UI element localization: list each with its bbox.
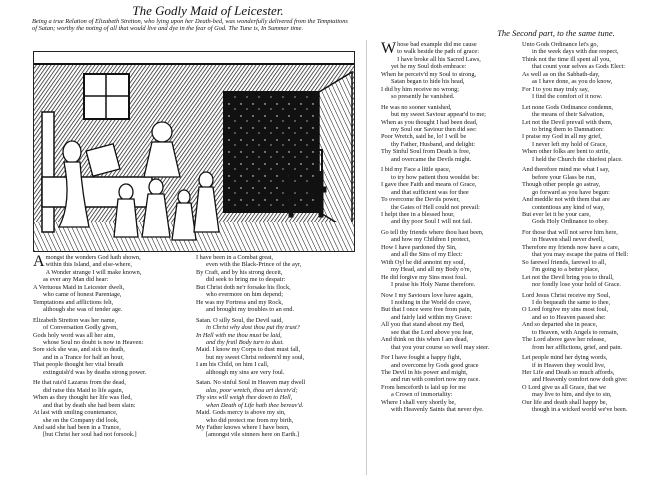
verse-line: I praise his Holy Name therefore. [391,281,476,289]
right-column-2 [522,41,664,417]
verse-line: as I have done, as you do know, [532,78,613,86]
verse-line: alas, poor wretch, thou art deceiv'd; [206,386,298,394]
stanza [522,229,664,289]
verse-line: and fairly laid within my Grave: [391,313,473,321]
verse-line: and run with comfort now my race. [391,376,481,384]
verse-line: I gave thee Faith and means of Grace, [381,181,477,189]
stanza [196,379,356,439]
verse-line: Elizabeth Stretton was her name, [33,316,117,324]
verse-line: And think on this when I am dead, [381,336,469,344]
verse-line: so presently he vanished. [391,93,455,101]
verse-line: Now I my Saviours love have again, [381,291,473,299]
verse-line: when Death of Life hath thee bereav'd. [206,401,304,409]
verse-line: whose Soul no doubt is now in Heaven: [43,338,144,346]
verse-line: within this Island, and else-where, [45,261,132,269]
verse-line: and all the Sins of my Elect: [391,251,463,259]
verse-line: My Father knows where I have been, [196,423,290,431]
verse-line: Temptations and afflictions felt, [33,298,114,306]
verse-line: O Lord forgive my sins most foul, [522,306,609,314]
stanza [33,317,193,377]
verse-line: Gods Holy Ordinance to obey. [532,218,609,226]
verse-line: When as they thought her life was fled, [33,394,132,402]
verse-line: I helpt thee in a blessed hour, [381,210,455,218]
verse-line: But ever let it be your care, [522,210,591,218]
verse-line: my Soul our Saviour then did see: [391,125,477,133]
verse-line: as ever any Man did hear: [43,276,109,284]
verse-line: With Oyl he did annoint my soul, [381,258,466,266]
verse-line: [amongst vile sinners here on Earth.] [206,431,300,439]
stanza [196,317,356,377]
verse-line: and thy frail Body turn to dust. [206,338,284,346]
verse-line: to walk beside the path of grace: [397,48,479,56]
verse-line: But Christ doth ne'r forsake his flock, [196,283,291,291]
verse-line: did raise this Maid to life again, [43,386,124,394]
verse-line: extinguish'd was by deaths strong power. [43,368,147,376]
stanza [381,354,521,414]
subtitle-text: Being a true Relation of Elizabeth Stretton, who lying upon her Death-bed, was wonderfully delivered from the Temptations of Satan; worthy the noting of all that would live and dye in the fear of God. The Tune is, In Summer time. [32,18,348,33]
verse-line: and so to Heaven passed she: [532,313,606,321]
verse-line: Think not the time ill spent all you, [522,55,611,63]
verse-line: I did by him receive no wrong; [381,85,459,93]
verse-line: Unto Gods Ordinance let's go, [522,41,599,48]
verse-line: and overcame the Devils might. [391,155,472,163]
verse-line: I nothing in the World do crave, [391,298,472,306]
verse-line: Thy Sinful Soul from Death is free, [381,148,471,156]
page-gutter [366,40,367,475]
verse-line: mongst the wonders God hath shown, [45,254,141,261]
subtitle [32,18,354,33]
stanza [33,254,193,314]
verse-line: That people thought her vital breath [33,361,124,369]
verse-line: Go tell thy friends where thou hast been, [381,228,484,236]
verse-line: In Hell with me thou must be laid, [196,331,282,339]
verse-line: although she was of tender age. [43,306,123,314]
verse-line: see that the Lord above you fear, [391,328,474,336]
verse-line: I praise my God in all my grief, [522,133,602,141]
right-page [376,0,666,480]
verse-line: Let not the Devil bring you to thrall, [522,273,614,281]
verse-line: though in a wicked world we've been. [532,406,628,414]
verse-line: but my sweet Christ redeem'd my soul, [206,353,305,361]
verse-line: yet he my Soul doth embrace: [391,63,467,71]
verse-line: in Christ why dost thou put thy trust? [206,324,300,332]
verse-line: in Heaven shall never dwell, [532,236,604,244]
verse-line: I do bequeath the same to thee, [532,298,611,306]
drop-cap: A [33,253,45,270]
verse-line: Though other people go astray, [522,181,601,189]
verse-line: I held the Church the chiefest place. [532,155,623,163]
verse-line: before your Glass be run, [532,173,596,181]
verse-line: and overcome by Gods good grace [391,361,479,369]
verse-line: And said she had been in a Trance, [33,423,121,431]
verse-line: Satan. No sinful Soul in Heaven may dwell [196,379,306,387]
verse-line: and that by death she had been slain: [43,401,136,409]
verse-line: A Wonder strange I will make known, [45,268,142,276]
verse-line: For those that will not serve him here, [522,228,618,236]
stanza [522,41,664,101]
verse-line: And so departed she in peace, [522,321,598,329]
verse-line: if in Heaven they would live, [532,361,606,369]
verse-line: thy Father, Husband, and delight: [391,140,476,148]
verse-line: I have been in a Combat great, [196,254,274,261]
verse-line: my Head, and all my Body o're, [391,266,472,274]
page-title: The Godly Maid of Leicester. [132,3,284,18]
verse-line: Satan. O silly Soul, the Devil said, [196,316,283,324]
verse-line: O Lord give us all Grace, that we [522,383,606,391]
stanza [381,229,521,289]
left-column-1 [33,254,193,442]
verse-line: Her Life and Death so much affords, [522,369,615,377]
verse-line: But that I once were free from pain, [381,306,472,314]
verse-line: go forward as you have begun: [532,188,610,196]
verse-line: and Heavenly comfort now doth give: [532,376,628,384]
verse-line: Let none Gods Ordinance condemn, [522,103,614,111]
verse-line: of Conversation Godly given, [43,324,118,332]
verse-line: And meddle not with them that are [522,196,610,204]
verse-line: although my sins are very foul. [206,368,285,376]
verse-line: Where I shall very shortly be, [381,398,456,406]
verse-line: From henceforth is laid up for me [381,383,466,391]
verse-line: who came of honest Parentage, [43,291,122,299]
verse-line: Let not the Devil prevail with them, [522,118,613,126]
stanza [33,379,193,439]
left-page [28,0,358,480]
verse-line: to bring them to Damnation: [532,125,604,133]
second-part-title: The Second part, to the same tune. [497,28,615,38]
verse-line: And therefore mind me what I say, [522,166,610,174]
verse-line: I am his Child, on him I call, [196,361,269,369]
verse-line: Our life and death shall happy be, [522,398,608,406]
verse-line: Let people mind her dying words, [522,354,608,362]
verse-line: and how my Children I protect, [391,236,471,244]
verse-line: Thy sins will weigh thee down to Hell, [196,394,293,402]
verse-line: I bid my Face a little space, [381,166,451,174]
verse-line: I never left my hold of Grace, [532,140,608,148]
verse-line: she on the Company did look, [43,416,119,424]
verse-line: Gods holy word was all her aim, [33,331,116,339]
verse-line: a Crown of immortality: [391,391,453,399]
verse-line: The Devil in his power and might, [381,369,468,377]
verse-line: He was my Fortress and my Rock, [196,298,283,306]
verse-line: How I have pardoned thy Sin, [381,243,457,251]
verse-line: By Craft, and by his strong deceit, [196,268,283,276]
verse-line: As well as on the Sabbath-day, [522,70,600,78]
verse-line: For I to you may truly say, [522,85,589,93]
verse-line: Maid. I know my Corps to dust must fall, [196,346,301,354]
verse-line: contentious any kind of way, [532,203,605,211]
verse-line: At last with smiling countenance, [33,409,118,417]
verse-line: I have broke all his Sacred Laws, [397,55,481,63]
verse-line: For I have fought a happy fight, [381,354,462,362]
stanza [522,166,664,226]
verse-line: Maid. Gods mercy is above my sin, [196,409,286,417]
stanza [381,104,521,164]
verse-line: in the week days with due respect, [532,48,619,56]
verse-line: When as you thought I had been dead, [381,118,478,126]
verse-line: hose bad example did me cause [397,41,477,48]
verse-line: The Lord above gave her release, [522,336,606,344]
verse-line: the Gates of Hell could not prevail: [391,203,480,211]
verse-line: He was no sooner vanished, [381,103,452,111]
verse-line: and brought my troubles to an end. [206,306,294,314]
verse-line: with Heavenly Saints that never dye. [391,406,484,414]
stanza [381,166,521,226]
verse-line: He did forgive my Sins most foul. [381,273,467,281]
verse-line: that you may escape the pains of Hell: [532,251,629,259]
verse-line: I'm going to a better place, [532,266,600,274]
verse-line: To overcome the Devils power, [381,196,460,204]
verse-line: Lord Jesus Christ receive my Soul, [522,291,611,299]
verse-line: All you that stand about my Bed, [381,321,465,329]
verse-line: that you your course so well may steer. [391,343,490,351]
verse-line: Poor Wretch, said he, lo! I will be [381,133,467,141]
verse-line: did seek to bring me to despair: [206,276,286,284]
verse-line: and in a Trance for half an hour, [43,353,124,361]
verse-line: but my sweet Saviour appear'd to me; [391,111,486,119]
stanza [381,41,521,101]
verse-line: He that rais'd Lazarus from the dead, [33,379,126,387]
verse-line: from her afflictions, grief, and pain. [532,343,623,351]
verse-line: A Vertuous Maid in Leicester dwelt, [33,283,125,291]
stanza [522,292,664,352]
verse-line: [but Christ her soul had not forsook.] [43,431,137,439]
verse-line: who did protect me from my birth, [206,416,294,424]
verse-line: that count your selves as Gods Elect: [532,63,626,71]
verse-line: Therefore my friends now have a care, [522,243,620,251]
woodcut-illustration [33,51,355,252]
verse-line: Sore sick she was, and sick to death, [33,346,125,354]
stanza [381,292,521,352]
verse-line: even with the Black-Prince of the ayr, [206,261,302,269]
verse-line: So farewel friends, farewel to all, [522,258,607,266]
stanza [196,254,356,314]
verse-line: to try how patient thou wouldst be: [391,173,480,181]
stanza [522,104,664,164]
left-column-2 [196,254,356,442]
verse-line: and thy poor Soul I will not fail. [391,218,473,226]
verse-line: to Heaven, with Angels to remain, [532,328,619,336]
verse-line: Satan began to hide his head, [391,78,465,86]
verse-line: When he perceiv'd my Soul to strong, [381,70,477,78]
verse-line: When other folks are bent to strife, [522,148,610,156]
verse-line: who evermore on him depend; [206,291,283,299]
verse-line: nor fondly lose your hold of Grace. [532,281,622,289]
right-column-1 [381,41,521,417]
verse-line: and that sufficient was for thee [391,188,469,196]
stanza [522,354,664,414]
verse-line: the means of their Salvation, [532,111,605,119]
drop-cap: W [381,40,397,57]
verse-line: I find the comfort of it now. [532,93,603,101]
verse-line: may live to him, and dye to sin, [532,391,612,399]
